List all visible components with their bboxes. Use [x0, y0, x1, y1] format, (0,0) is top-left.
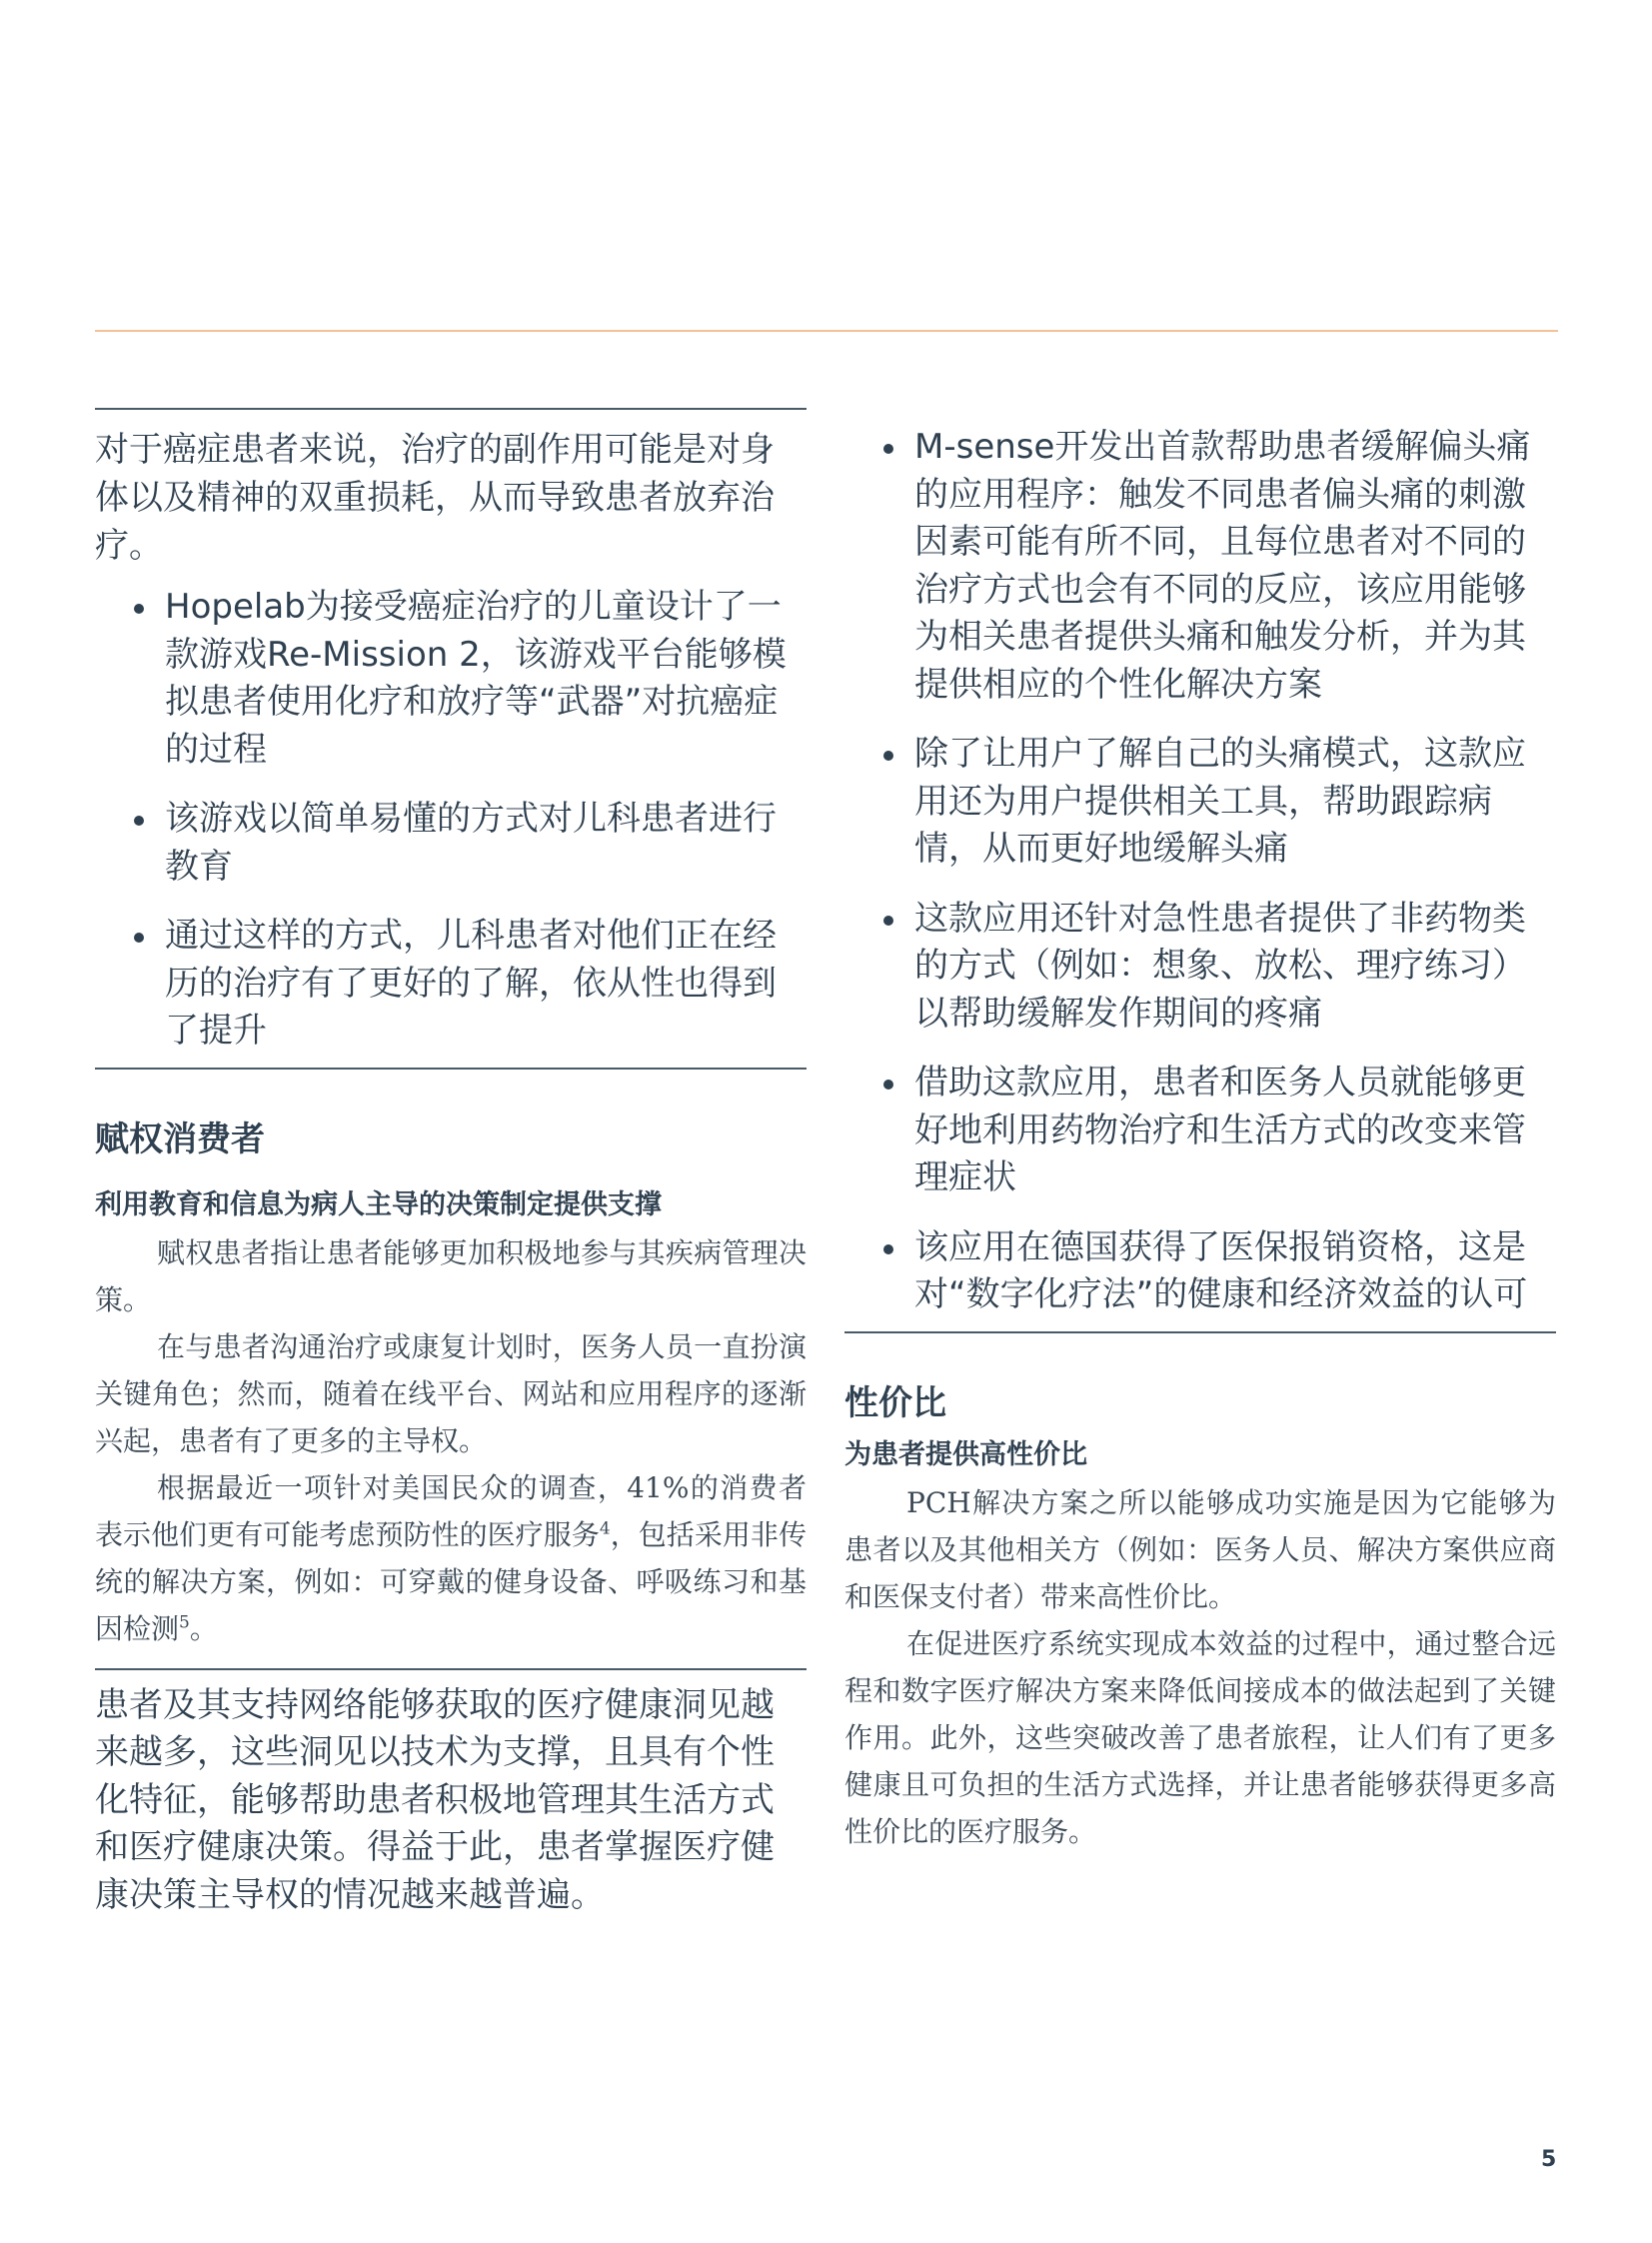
- bullet-icon: [134, 816, 144, 826]
- bullet-text: 这款应用还针对急性患者提供了非药物类的方式（例如：想象、放松、理疗练习）以帮助缓解发作期间的疼痛: [914, 898, 1526, 1034]
- survey-text-part1: 根据最近一项针对美国民众的调查，41%的消费者表示他们更有可能考虑预防性的医疗服务: [95, 1470, 807, 1551]
- body-paragraph: 在与患者沟通治疗或康复计划时，医务人员一直扮演关键角色；然而，随着在线平台、网站和应用程序的逐渐兴起，患者有了更多的主导权。: [95, 1329, 807, 1457]
- callout-bottom-rule: [95, 1068, 807, 1070]
- bullet-text: M-sense开发出首款帮助患者缓解偏头痛的应用程序：触发不同患者偏头痛的刺激因素可能有所不同，且每位患者对不同的治疗方式也会有不同的反应，该应用能够为相关患者提供头痛和触发分析，并为其提供相应的个性化解决方案: [914, 427, 1531, 705]
- pull-quote-rule: [95, 1668, 807, 1670]
- list-item: [844, 1224, 1556, 1319]
- list-item: [95, 913, 807, 1056]
- footnote-ref-5: 5: [179, 1612, 190, 1633]
- callout-bottom-rule: [844, 1331, 1556, 1333]
- right-column: [844, 408, 1556, 1855]
- page-number: 5: [1541, 2147, 1557, 2172]
- bullet-text: Hopelab为接受癌症治疗的儿童设计了一款游戏Re-Mission 2，该游戏平台能够模拟患者使用化疗和放疗等“武器”对抗癌症的过程: [165, 587, 787, 770]
- bullet-icon: [883, 916, 893, 926]
- footnote-ref-4: 4: [599, 1518, 611, 1539]
- section-subheading-empower: 利用教育和信息为病人主导的决策制定提供支撑: [95, 1188, 662, 1220]
- bullet-icon: [883, 444, 893, 454]
- section-heading-empower: 赋权消费者: [95, 1119, 265, 1159]
- section-subheading-value: 为患者提供高性价比: [844, 1438, 1087, 1470]
- bullet-icon: [134, 604, 144, 614]
- section-heading-value: 性价比: [844, 1382, 946, 1423]
- list-item: [844, 1060, 1556, 1202]
- survey-text-part3: 。: [189, 1611, 218, 1645]
- callout-intro-text: 对于癌症患者来说，治疗的副作用可能是对身体以及精神的双重损耗，从而导致患者放弃治疗。: [95, 430, 775, 566]
- bullet-text: 除了让用户了解自己的头痛模式，这款应用还为用户提供相关工具，帮助跟踪病情，从而更好地缓解头痛: [914, 734, 1526, 869]
- header-divider: [95, 330, 1558, 332]
- callout-top-rule: [95, 408, 807, 410]
- body-paragraph: PCH解决方案之所以能够成功实施是因为它能够为患者以及其他相关方（例如：医务人员、解决方案供应商和医保支付者）带来高性价比。: [844, 1485, 1556, 1613]
- bullet-icon: [134, 933, 144, 943]
- list-item: [844, 896, 1556, 1039]
- pull-quote-text: 患者及其支持网络能够获取的医疗健康洞见越来越多，这些洞见以技术为支撑，且具有个性化特征，能够帮助患者积极地管理其生活方式和医疗健康决策。得益于此，患者掌握医疗健康决策主导权的情况越来越普遍。: [95, 1684, 775, 1915]
- msense-bullet-list: [844, 424, 1556, 1319]
- bullet-text: 该游戏以简单易懂的方式对儿科患者进行教育: [165, 799, 777, 887]
- bullet-icon: [883, 1244, 893, 1254]
- list-item: [844, 424, 1556, 709]
- survey-text-part2: ，包括采用非传统的解决方案，例如：可穿戴的健身设备、呼吸练习和基因检测: [95, 1517, 807, 1645]
- bullet-icon: [883, 751, 893, 761]
- msense-callout-box: [844, 424, 1556, 1319]
- bullet-icon: [883, 1080, 893, 1090]
- body-paragraph: 在促进医疗系统实现成本效益的过程中，通过整合远程和数字医疗解决方案来降低间接成本的做法起到了关键作用。此外，这些突破改善了患者旅程，让人们有了更多健康且可负担的生活方式选择，并让患者能够获得更多高性价比的医疗服务。: [844, 1626, 1556, 1848]
- list-item: [95, 796, 807, 891]
- bullet-text: 通过这样的方式，儿科患者对他们正在经历的治疗有了更好的了解，依从性也得到了提升: [165, 916, 777, 1051]
- body-paragraph: 赋权患者指让患者能够更加积极地参与其疾病管理决策。: [95, 1235, 807, 1316]
- list-item: [95, 584, 807, 774]
- cancer-callout-box: [95, 426, 807, 1056]
- left-column: [95, 408, 807, 1919]
- survey-paragraph: [95, 1464, 807, 1652]
- list-item: [844, 731, 1556, 874]
- callout-bullet-list: [95, 584, 807, 1056]
- bullet-text: 借助这款应用，患者和医务人员就能够更好地利用药物治疗和生活方式的改变来管理症状: [914, 1063, 1526, 1197]
- bullet-text: 该应用在德国获得了医保报销资格，这是对“数字化疗法”的健康和经济效益的认可: [914, 1226, 1528, 1314]
